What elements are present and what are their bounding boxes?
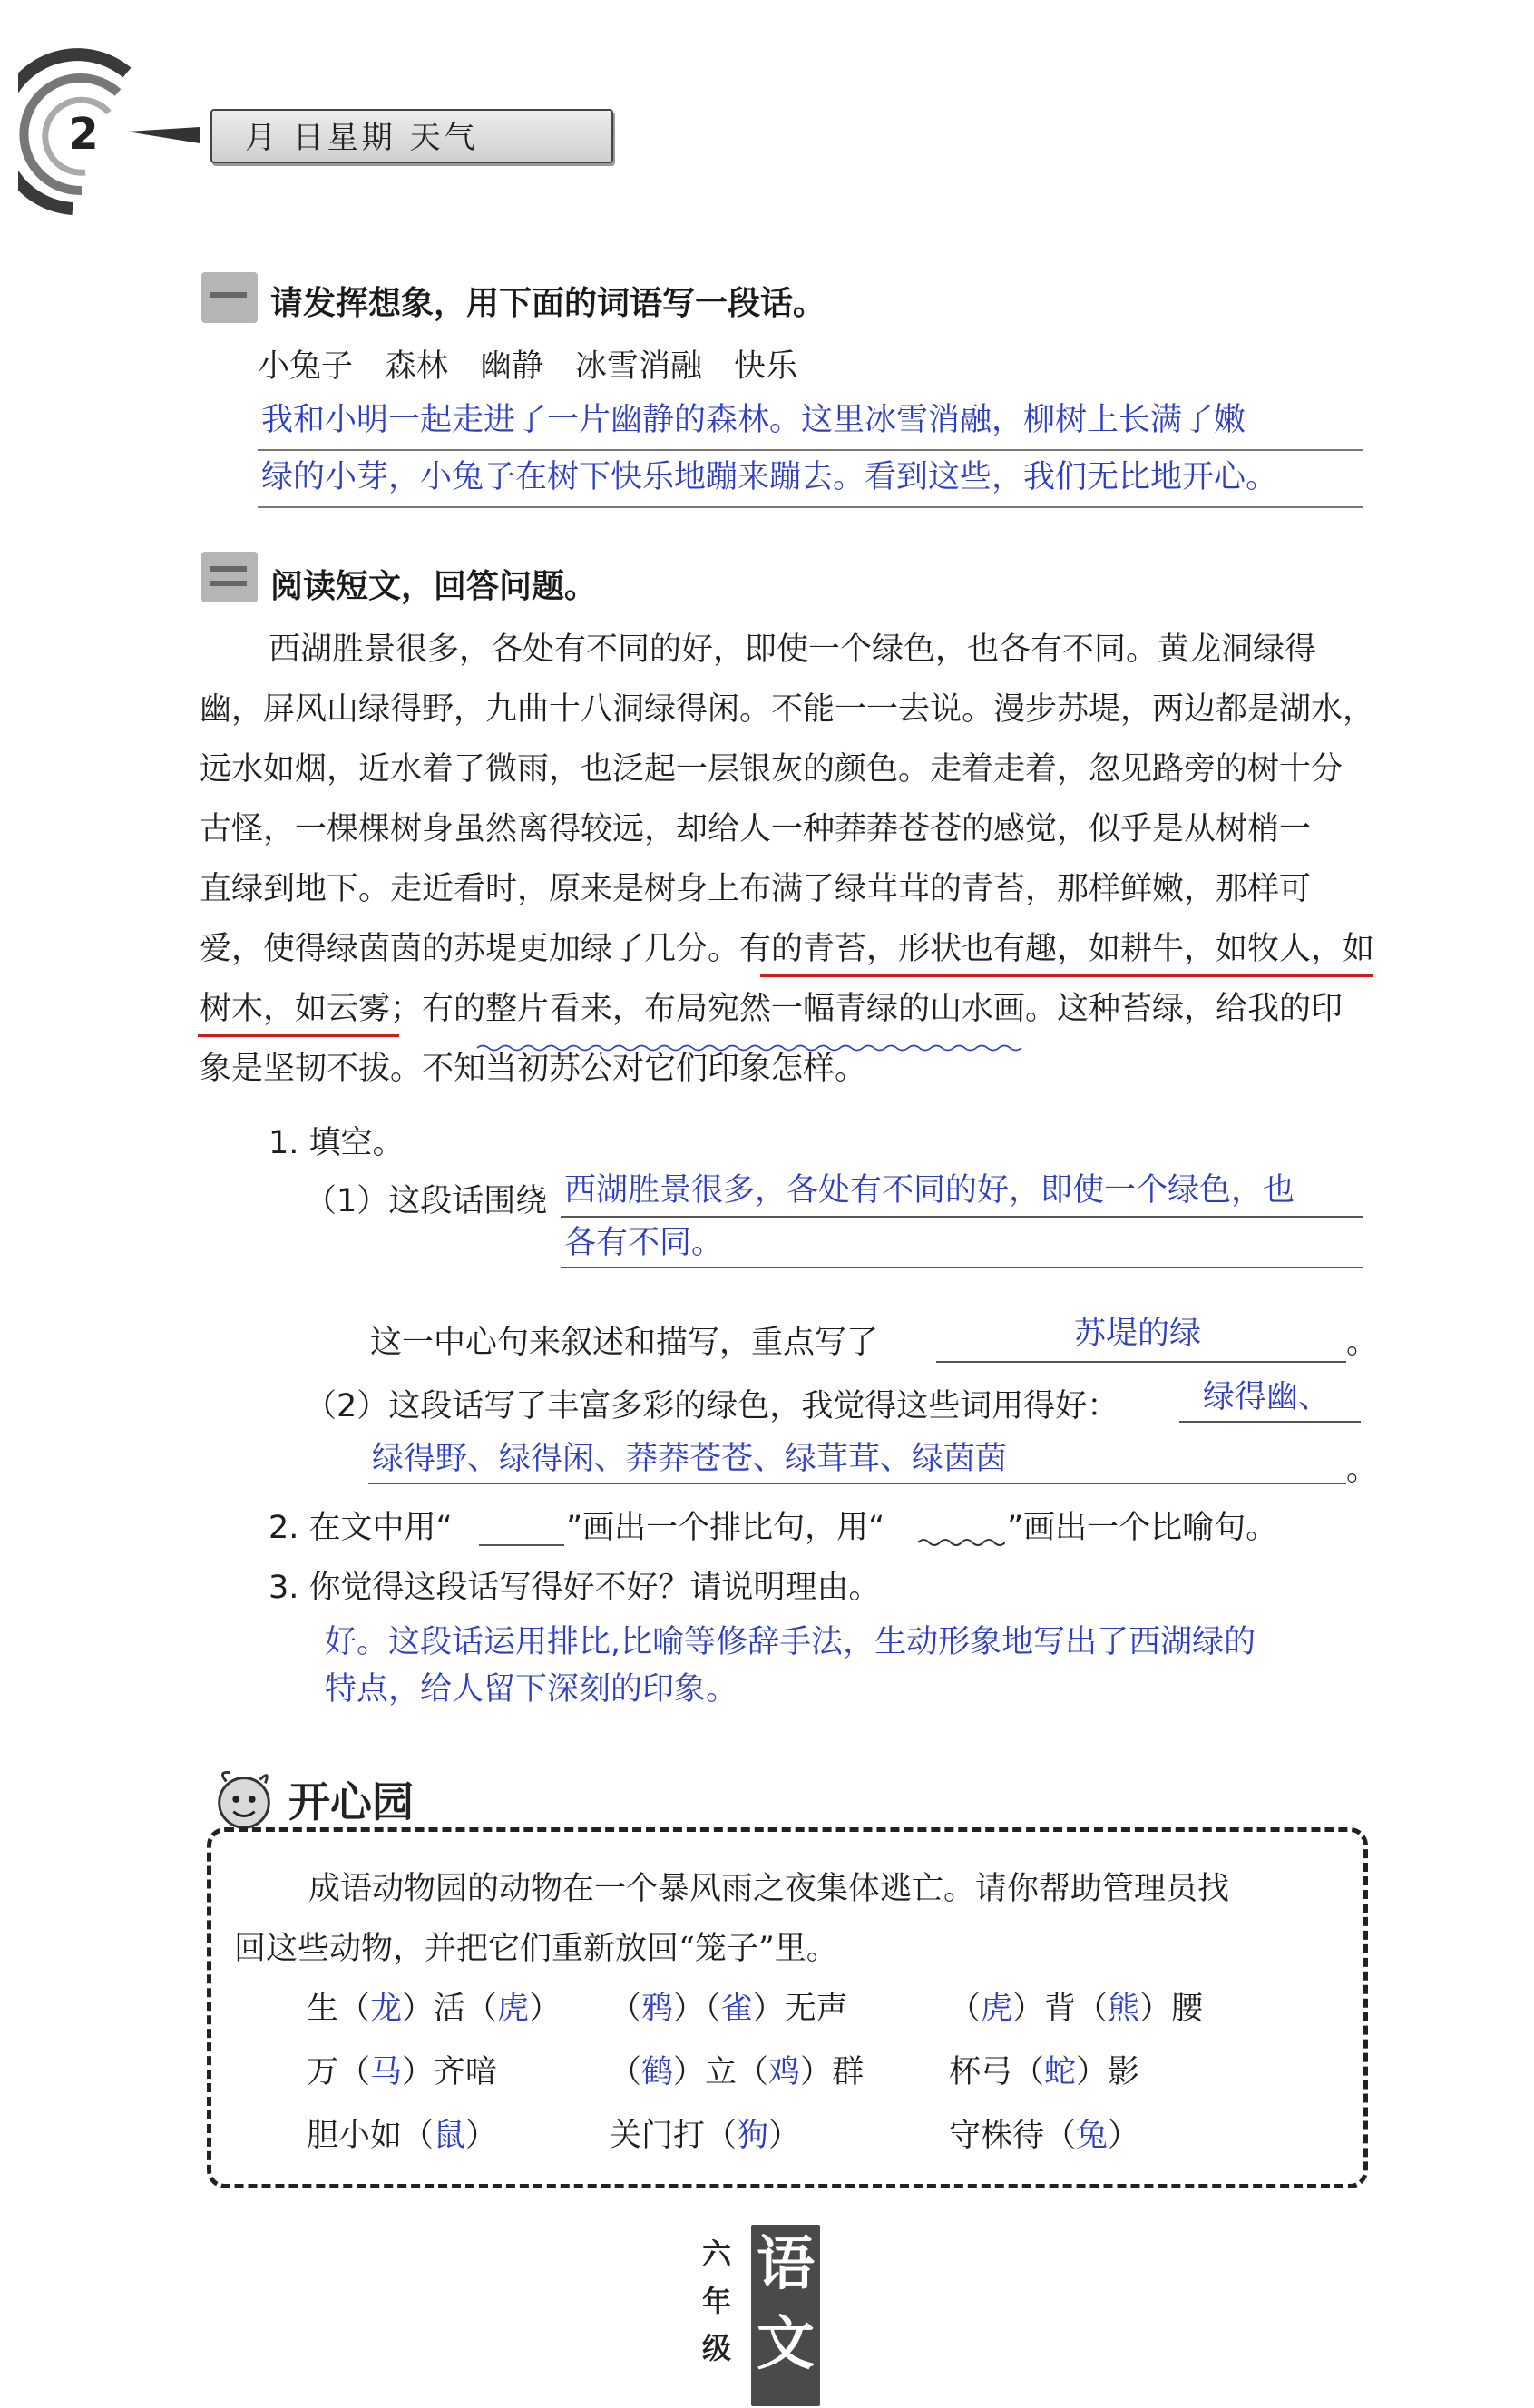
grade-char: 年 <box>701 2284 731 2318</box>
idiom-item <box>610 1991 848 2027</box>
section1-answer-line2: 绿的小芽，小兔子在树下快乐地蹦来蹦去。看到这些，我们无比地开心。 <box>261 459 1278 495</box>
q3-answer-line1: 好。这段话运用排比,比喻等修辞手法，生动形象地写出了西湖绿的 <box>325 1624 1256 1660</box>
idiom-answer: 虎 <box>981 1991 1013 2027</box>
idiom-text: 关门打（ <box>610 2118 738 2154</box>
q1-1-end: 。 <box>1346 1325 1379 1361</box>
q2-wavy-line-sample <box>918 1537 1005 1548</box>
answer-blank <box>1179 1421 1361 1423</box>
idiom-item <box>307 2054 497 2090</box>
q3-answer-line2: 特点，给人留下深刻的印象。 <box>325 1671 738 1708</box>
section-tab-one-mark <box>210 292 247 298</box>
q1-1-answer-b: 各有不同。 <box>564 1225 724 1261</box>
section1-words: 小兔子 森林 幽静 冰雪消融 快乐 <box>258 348 798 385</box>
q2-straight-line-sample <box>479 1544 564 1546</box>
idiom-answer: 熊 <box>1108 1991 1140 2027</box>
q1-1-answer-a: 西湖胜景很多，各处有不同的好，即使一个绿色，也 <box>564 1172 1295 1209</box>
q2-text-a: 2. 在文中用“ <box>269 1510 453 1546</box>
idiom-item <box>610 2118 800 2154</box>
parallelism-underline <box>760 974 1373 977</box>
date-weather-label: 月 日星期 天气 <box>245 120 479 156</box>
q1-1-answer-c: 苏堤的绿 <box>1074 1316 1202 1352</box>
passage-line: 爱，使得绿茵茵的苏堤更加绿了几分。有的青苔，形状也有趣，如耕牛，如牧人，如 <box>200 931 1375 967</box>
q1-2-answer-a: 绿得幽、 <box>1203 1379 1331 1415</box>
idiom-text: ）（ <box>673 1991 721 2027</box>
idiom-text: （ <box>949 1991 982 2027</box>
grade-char: 级 <box>701 2331 731 2365</box>
fun-corner-title: 开心园 <box>288 1777 414 1826</box>
passage-line: 幽，屏风山绿得野，九曲十八洞绿得闲。不能一一去说。漫步苏堤，两边都是湖水， <box>200 691 1375 728</box>
grade-char: 六 <box>701 2237 731 2271</box>
idiom-item <box>610 2054 864 2090</box>
idiom-item <box>949 1991 1203 2027</box>
idiom-answer: 鹤 <box>641 2054 674 2090</box>
section-tab-two-mark <box>210 566 247 572</box>
idiom-item <box>307 2118 497 2154</box>
q3-label: 3. 你觉得这段话写得好不好？请说明理由。 <box>269 1570 881 1606</box>
idiom-answer: 虎 <box>497 1991 530 2027</box>
q1-2-prefix: （2）这段话写了丰富多彩的绿色，我觉得这些词用得好： <box>305 1388 1119 1424</box>
idiom-text: 胆小如（ <box>307 2118 435 2154</box>
passage-line: 远水如烟，近水着了微雨，也泛起一层银灰的颜色。走着走着，忽见路旁的树十分 <box>200 751 1343 788</box>
idiom-text: 守株待（ <box>949 2118 1077 2154</box>
idiom-text: ） <box>768 2118 801 2154</box>
idiom-text: （ <box>610 2054 642 2090</box>
answer-rule <box>258 506 1363 508</box>
passage-line: 树木，如云雾；有的整片看来，布局宛然一幅青绿的山水画。这种苔绿，给我的印 <box>200 991 1343 1027</box>
answer-blank <box>368 1483 1346 1484</box>
idiom-item <box>307 1991 561 2027</box>
q1-1-mid: 这一中心句来叙述和描写，重点写了 <box>370 1325 879 1361</box>
idiom-text: ） <box>1108 2118 1140 2154</box>
idiom-text: ） <box>465 2118 498 2154</box>
idiom-text: 生（ <box>307 1991 371 2027</box>
idiom-item <box>949 2054 1139 2090</box>
q1-label: 1. 填空。 <box>269 1125 405 1161</box>
idiom-answer: 鸦 <box>641 1991 674 2027</box>
q1-1-prefix: （1）这段话围绕 <box>305 1183 548 1219</box>
idiom-answer: 龙 <box>370 1991 403 2027</box>
idiom-text: ）群 <box>800 2054 865 2090</box>
answer-blank <box>936 1361 1346 1363</box>
idiom-answer: 兔 <box>1076 2118 1109 2154</box>
answer-rule <box>258 449 1363 451</box>
section2-title: 阅读短文，回答问题。 <box>270 568 598 605</box>
page-number: 2 <box>68 109 99 160</box>
idiom-item <box>949 2118 1139 2154</box>
grade-label <box>699 2230 735 2372</box>
q1-2-end: 。 <box>1346 1452 1379 1488</box>
idiom-answer: 鼠 <box>434 2118 466 2154</box>
section1-title: 请发挥想象，用下面的词语写一段话。 <box>270 285 826 322</box>
idiom-answer: 雀 <box>720 1991 753 2027</box>
idiom-text: ）无声 <box>752 1991 848 2027</box>
section-tab-one <box>201 272 258 323</box>
subject-char: 语 <box>757 2230 815 2298</box>
q2-text-b: ”画出一个排比句，用“ <box>566 1510 885 1546</box>
passage-line: 直绿到地下。走近看时，原来是树身上布满了绿茸茸的青苔，那样鲜嫩，那样可 <box>200 871 1312 907</box>
passage-line: 象是坚韧不拔。不知当初苏公对它们印象怎样。 <box>200 1051 867 1087</box>
idiom-answer: 狗 <box>737 2118 769 2154</box>
smiley-mascot-icon <box>209 1764 279 1835</box>
section-tab-two-mark <box>210 581 247 586</box>
idiom-text: ）活（ <box>402 1991 498 2027</box>
idiom-text: 杯弓（ <box>949 2054 1045 2090</box>
idiom-text: ）影 <box>1076 2054 1140 2090</box>
passage-line: 古怪，一棵棵树身虽然离得较远，却给人一种莽莽苍苍的感觉，似乎是从树梢一 <box>200 811 1312 847</box>
idiom-answer: 鸡 <box>768 2054 801 2090</box>
section1-answer-line1: 我和小明一起走进了一片幽静的森林。这里冰雪消融，柳树上长满了嫩 <box>261 402 1246 438</box>
subject-tag <box>751 2225 820 2406</box>
fun-intro-line1: 成语动物园的动物在一个暴风雨之夜集体逃亡。请你帮助管理员找 <box>308 1871 1230 1907</box>
section-tab-two <box>201 552 258 602</box>
subject-char: 文 <box>757 2310 815 2378</box>
q1-2-answer-b: 绿得野、绿得闲、莽莽苍苍、绿茸茸、绿茵茵 <box>372 1441 1008 1477</box>
idiom-answer: 蛇 <box>1044 2054 1077 2090</box>
idiom-text: 万（ <box>307 2054 371 2090</box>
q2-text-c: ”画出一个比喻句。 <box>1007 1510 1278 1546</box>
fun-intro-line2: 回这些动物，并把它们重新放回“笼子”里。 <box>234 1931 838 1967</box>
idiom-text: ）齐喑 <box>402 2054 498 2090</box>
idiom-text: ）立（ <box>673 2054 769 2090</box>
passage-line: 西湖胜景很多，各处有不同的好，即使一个绿色，也各有不同。黄龙洞绿得 <box>269 631 1317 668</box>
idiom-answer: 马 <box>370 2054 403 2090</box>
answer-blank <box>561 1267 1363 1268</box>
idiom-text: ） <box>529 1991 562 2027</box>
answer-blank <box>561 1216 1363 1218</box>
idiom-text: ）腰 <box>1139 1991 1204 2027</box>
idiom-text: （ <box>610 1991 642 2027</box>
parallelism-underline <box>198 1034 399 1037</box>
idiom-text: ）背（ <box>1012 1991 1109 2027</box>
